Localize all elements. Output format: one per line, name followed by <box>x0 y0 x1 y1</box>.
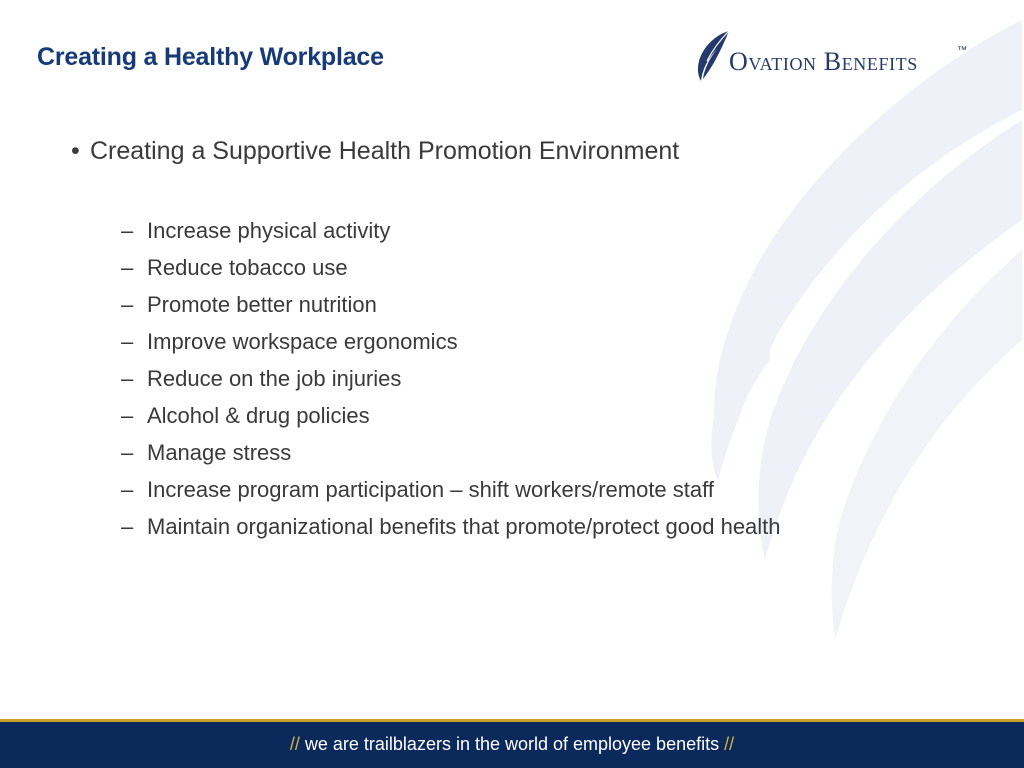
list-item-text: Increase physical activity <box>147 218 391 243</box>
dash-marker: – <box>121 292 134 317</box>
list-item-text: Improve workspace ergonomics <box>147 329 458 354</box>
list-item-text: Reduce on the job injuries <box>147 366 402 391</box>
list-item-text: Promote better nutrition <box>147 292 377 317</box>
dash-marker: – <box>121 477 134 502</box>
list-item-text: Increase program participation – shift workers/remote staff <box>147 477 714 502</box>
list-item-text: Reduce tobacco use <box>147 255 348 280</box>
footer-bar <box>0 722 1024 768</box>
dash-marker: – <box>121 514 134 539</box>
trademark-symbol: ™ <box>957 45 967 56</box>
bullet-dot: • <box>71 137 80 165</box>
dash-marker: – <box>121 255 134 280</box>
footer-slashes-right: // <box>724 734 735 754</box>
sub-bullet-list <box>121 216 781 549</box>
dash-marker: – <box>121 366 134 391</box>
dash-marker: – <box>121 403 134 428</box>
main-bullet <box>71 137 679 166</box>
list-item <box>121 512 781 549</box>
footer-tagline-text: we are trailblazers in the world of employee benefits <box>304 734 720 754</box>
logo-wordmark: Ovation Benefits <box>729 47 918 76</box>
list-item-text: Maintain organizational benefits that promote/protect good health <box>147 514 781 539</box>
footer-slashes-left: // <box>289 734 300 754</box>
footer-tagline <box>0 734 1024 755</box>
list-item-text: Manage stress <box>147 440 292 465</box>
dash-marker: – <box>121 218 134 243</box>
list-item <box>121 364 781 401</box>
dash-marker: – <box>121 329 134 354</box>
list-item <box>121 475 781 512</box>
slide-title: Creating a Healthy Workplace <box>37 43 384 71</box>
list-item-text: Alcohol & drug policies <box>147 403 370 428</box>
main-bullet-text: Creating a Supportive Health Promotion Environment <box>90 137 680 165</box>
list-item <box>121 438 781 475</box>
list-item <box>121 290 781 327</box>
list-item <box>121 327 781 364</box>
list-item <box>121 401 781 438</box>
list-item <box>121 216 781 253</box>
dash-marker: – <box>121 440 134 465</box>
list-item <box>121 253 781 290</box>
